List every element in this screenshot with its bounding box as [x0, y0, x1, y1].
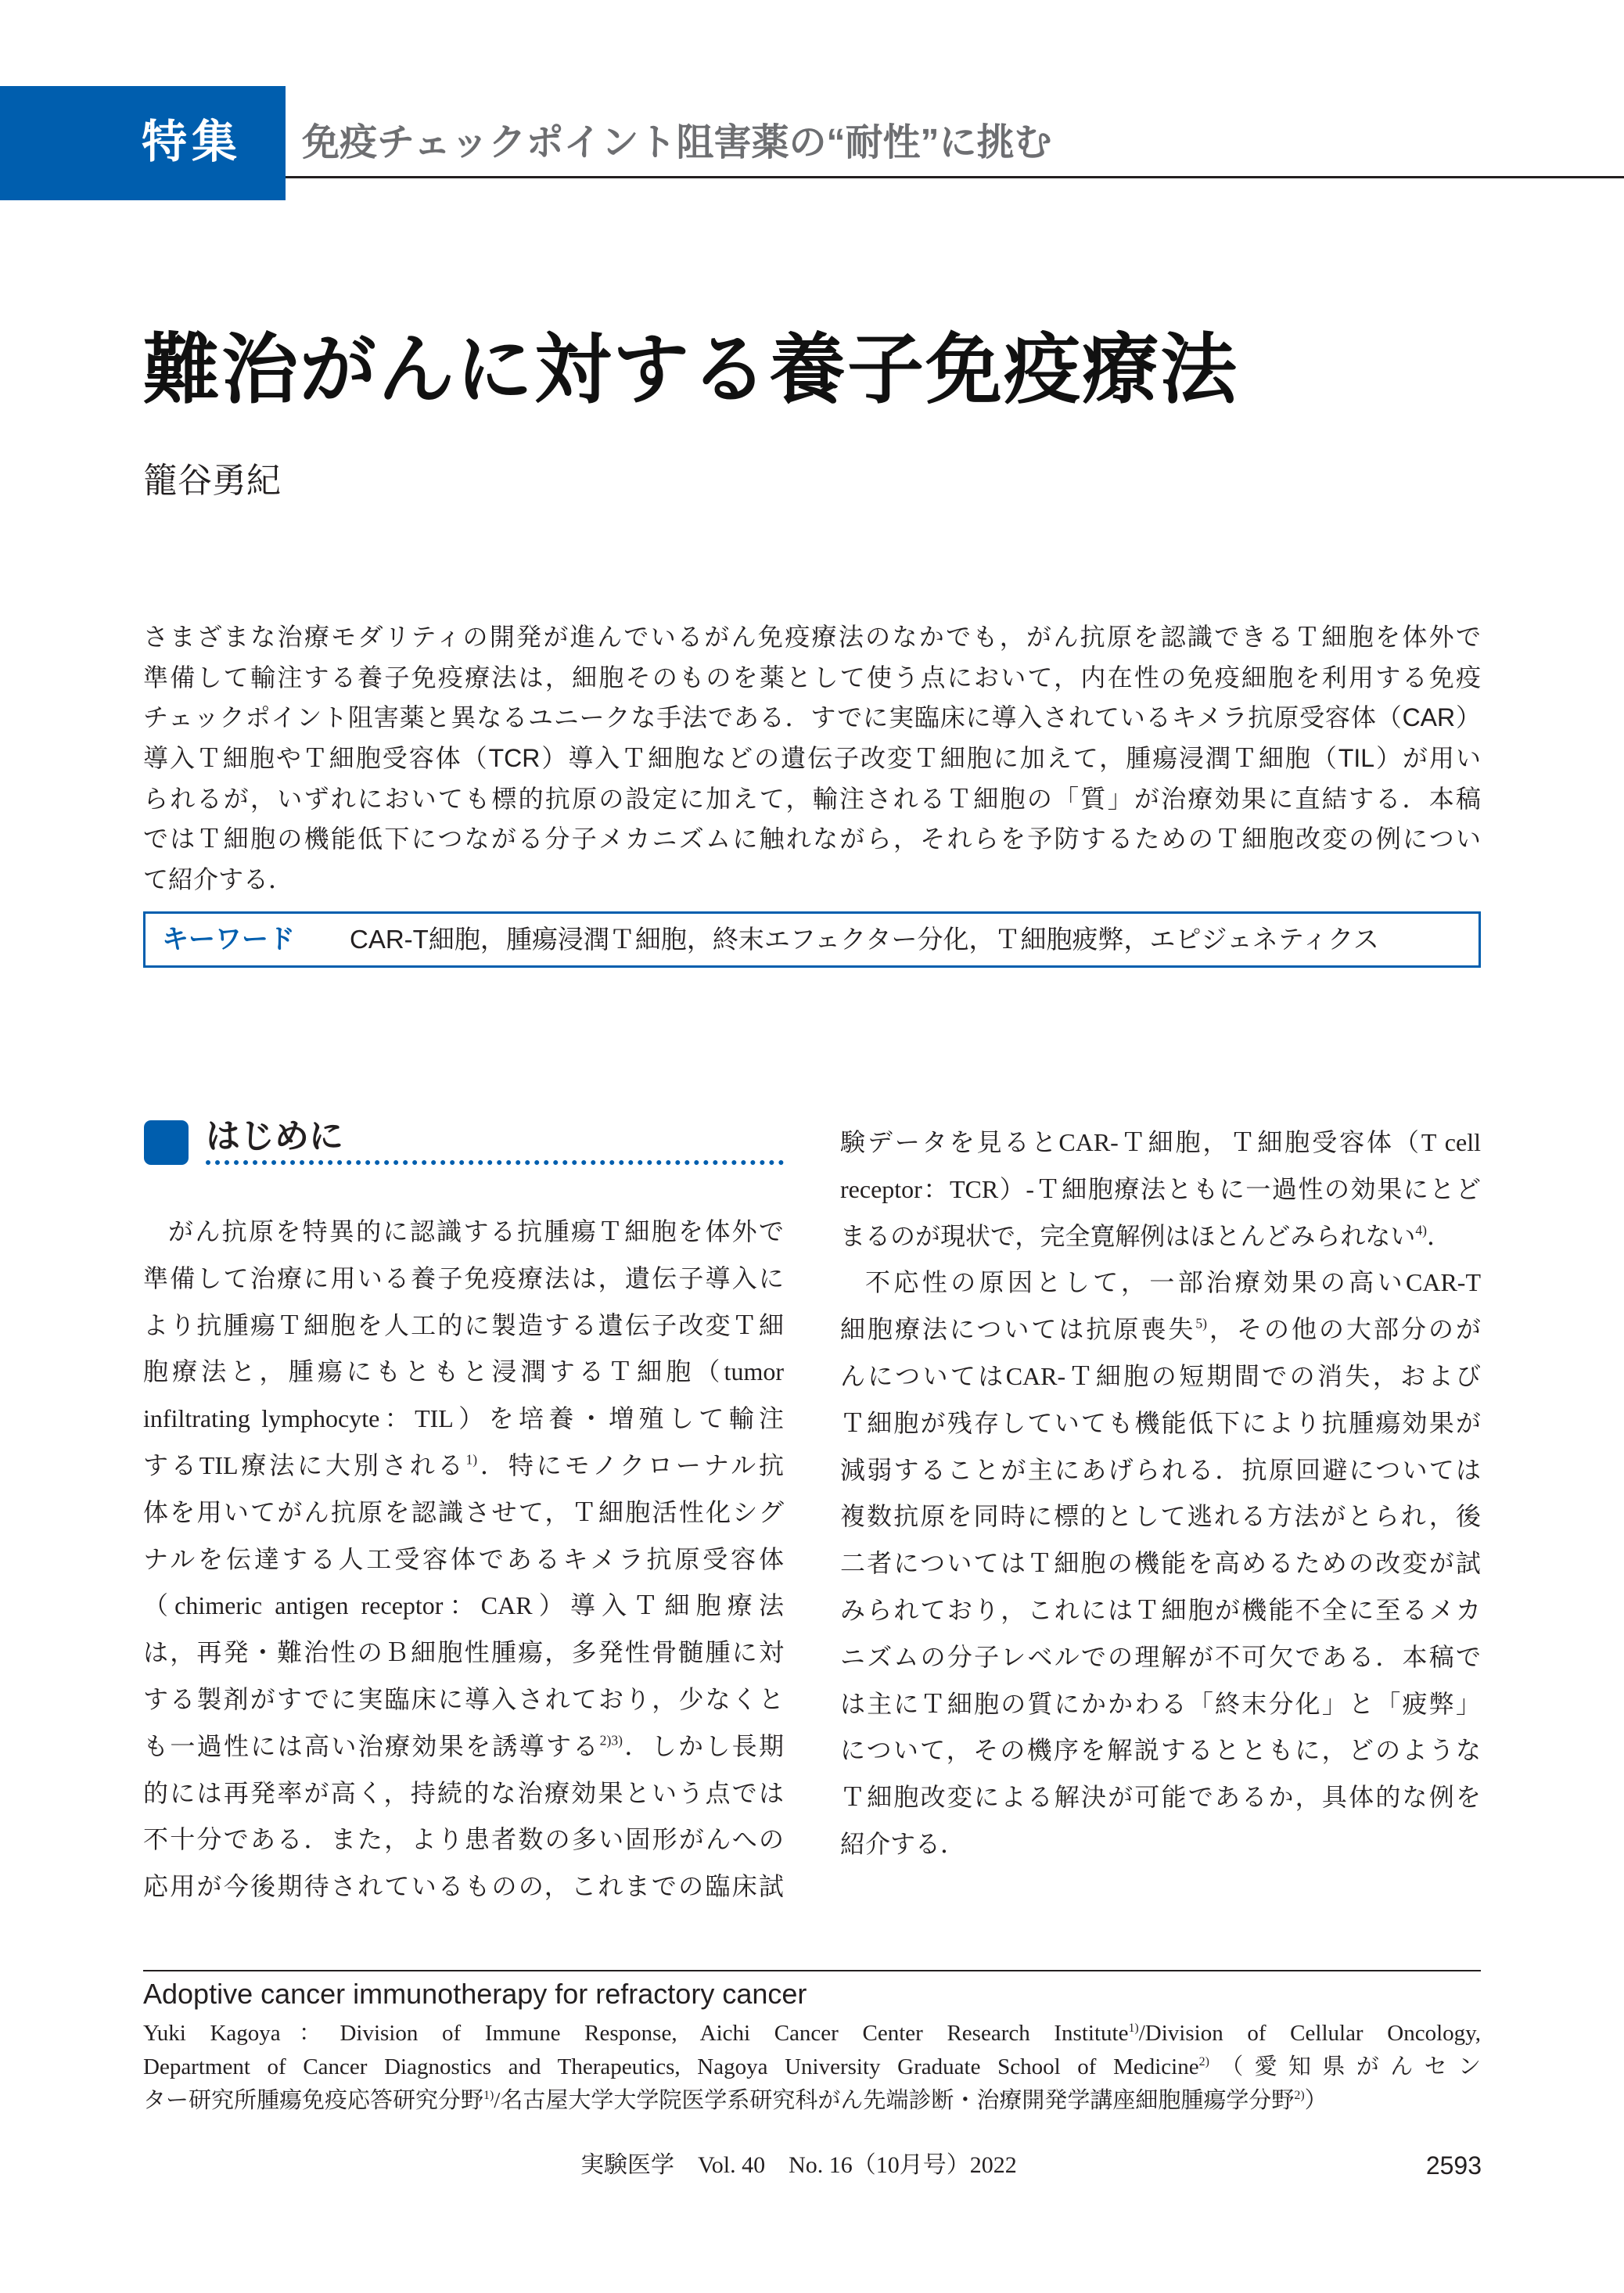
text-line	[840, 1727, 1481, 1774]
reference-superscript: 5)	[1195, 1315, 1207, 1332]
text-line	[143, 698, 1481, 739]
text-line	[840, 1821, 1481, 1868]
text-segment: （愛知県がんセン	[1209, 2054, 1481, 2079]
text-segment: 準備して輸注する養子免疫療法は，細胞そのものを薬として使う点において，内在性の免疫細胞を利用する免疫	[143, 663, 1481, 692]
text-line	[143, 1490, 784, 1536]
reference-superscript: 1)	[465, 1451, 478, 1468]
text-line	[143, 1677, 784, 1723]
text-segment: より抗腫瘍Ｔ細胞を人工的に製造する遺伝子改変Ｔ細	[143, 1310, 784, 1339]
text-line	[143, 1536, 784, 1583]
text-segment: 不十分である．また，より患者数の多い固形がんへの	[143, 1825, 784, 1854]
page-number: 2593	[1425, 2151, 1482, 2180]
english-title: Adoptive cancer immunotherapy for refractory cancer	[143, 1978, 807, 2010]
text-line	[840, 1587, 1481, 1634]
text-segment: がん抗原を特異的に認識する抗腫瘍Ｔ細胞を体外で	[168, 1217, 784, 1245]
text-line	[143, 2017, 1481, 2050]
text-segment: ．しかし長期	[622, 1731, 784, 1760]
text-segment: 二者についてはＴ細胞の機能を高めるための改変が試	[840, 1549, 1481, 1578]
footer-rule	[143, 1970, 1481, 1971]
text-segment: チェックポイント阻害薬と異なるユニークな手法である．すでに実臨床に導入されているキメラ抗原受容体（CAR）	[143, 703, 1481, 732]
text-segment: Ｔ細胞が残存していても機能低下により抗腫瘍効果が	[840, 1408, 1481, 1437]
text-segment: ，その他の大部分のが	[1207, 1315, 1481, 1344]
reference-superscript: 2)3)	[599, 1732, 623, 1749]
text-line	[840, 1774, 1481, 1821]
text-segment: ．	[1427, 1221, 1453, 1250]
text-segment: Department of Cancer Diagnostics and Therapeutics, Nagoya University Graduate School of Medicine	[143, 2054, 1199, 2079]
text-segment: について，その機序を解説するとともに，どのような	[840, 1736, 1481, 1765]
text-line	[143, 1396, 784, 1443]
text-line	[143, 1583, 784, 1630]
reference-superscript: 2)	[1294, 2088, 1305, 2102]
text-line	[143, 819, 1481, 860]
text-line	[143, 1256, 784, 1303]
reference-superscript: 4)	[1415, 1222, 1428, 1238]
text-segment: も一過性には高い治療効果を誘導する	[143, 1731, 600, 1760]
text-line	[143, 779, 1481, 820]
text-segment: ）	[1304, 2088, 1328, 2113]
text-line	[143, 1817, 784, 1864]
reference-superscript: 1)	[1128, 2021, 1139, 2035]
text-segment: Ｔ細胞改変による解決が可能であるか，具体的な例を	[840, 1783, 1481, 1812]
text-segment: 細胞療法については抗原喪失	[840, 1315, 1196, 1344]
text-segment: まるのが現状で，完全寛解例はほとんどみられない	[840, 1221, 1416, 1250]
text-segment: て紹介する．	[143, 865, 294, 894]
keyword-list: CAR-T細胞，腫瘍浸潤Ｔ細胞，終末エフェクター分化，Ｔ細胞疲弊，エピジェネティクス	[350, 925, 1379, 954]
text-line	[143, 1864, 784, 1910]
text-line	[143, 860, 1481, 900]
body-column-left	[143, 1209, 784, 1910]
text-segment: /名古屋大学大学院医学系研究科がん先端診断・治療開発学講座細胞腫瘍学分野	[494, 2088, 1295, 2113]
text-segment: 準備して治療に用いる養子免疫療法は，遺伝子導入に	[143, 1263, 784, 1292]
reference-superscript: 1)	[483, 2088, 494, 2102]
header-rule	[286, 176, 1624, 178]
text-segment: 体を用いてがん抗原を認識させて，Ｔ細胞活性化シグ	[143, 1497, 784, 1526]
text-segment: Yuki Kagoya：Division of Immune Response, Aichi Cancer Center Research Institute	[143, 2021, 1129, 2046]
text-segment: 導入Ｔ細胞やＴ細胞受容体（TCR）導入Ｔ細胞などの遺伝子改変Ｔ細胞に加えて，腫瘍浸潤Ｔ細胞（TIL）が用い	[143, 744, 1481, 773]
text-segment: 紹介する．	[840, 1829, 966, 1858]
text-line	[840, 1447, 1481, 1494]
text-line	[840, 1260, 1481, 1306]
text-segment: infiltrating lymphocyte：TIL）を培養・増殖して輸注	[143, 1404, 784, 1433]
text-line	[840, 1681, 1481, 1728]
text-line	[840, 1353, 1481, 1400]
text-line	[143, 2084, 1481, 2118]
text-line	[143, 1630, 784, 1677]
text-segment: 不応性の原因として，一部治療効果の高いCAR-T	[865, 1268, 1481, 1297]
text-segment: 験データを見るとCAR-Ｔ細胞，Ｔ細胞受容体（T cell	[840, 1128, 1481, 1156]
abstract	[143, 617, 1481, 900]
text-segment: さまざまな治療モダリティの開発が進んでいるがん免疫療法のなかでも，がん抗原を認識できるＴ細胞を体外で	[143, 623, 1481, 651]
text-line	[143, 2050, 1481, 2084]
text-line	[840, 1166, 1481, 1213]
text-segment: する製剤がすでに実臨床に導入されており，少なくと	[143, 1684, 784, 1713]
text-segment: receptor：TCR）-Ｔ細胞療法ともに一過性の効果にとど	[840, 1174, 1481, 1203]
series-title: 免疫チェックポイント阻害薬の“耐性”に挑む	[302, 122, 1052, 164]
author-name: 籠谷勇紀	[143, 462, 281, 500]
text-line	[143, 1303, 784, 1350]
text-line	[840, 1540, 1481, 1587]
text-segment: 応用が今後期待されているものの，これまでの臨床試	[143, 1872, 784, 1901]
text-segment: 複数抗原を同時に標的として逃れる方法がとられ，後	[840, 1502, 1481, 1531]
text-line	[143, 1443, 784, 1490]
journal-citation: 実験医学 Vol. 40 No. 16（10月号）2022	[580, 2152, 1017, 2178]
text-segment: みられており，これにはＴ細胞が機能不全に至るメカ	[840, 1595, 1481, 1624]
text-line	[840, 1634, 1481, 1681]
text-segment: /Division of Cellular Oncology,	[1138, 2021, 1481, 2046]
body-column-right	[840, 1120, 1481, 1868]
text-line	[143, 1723, 784, 1770]
section-marker-icon	[144, 1120, 189, 1165]
text-line	[143, 617, 1481, 658]
text-segment: するTIL療法に大別される	[143, 1450, 466, 1479]
text-line	[143, 739, 1481, 779]
text-segment: 胞療法と，腫瘍にもともと浸潤するＴ細胞（tumor	[143, 1357, 784, 1386]
affiliation	[143, 2017, 1481, 2118]
section-dotted-rule	[206, 1160, 784, 1165]
text-segment: は，再発・難治性のＢ細胞性腫瘍，多発性骨髄腫に対	[143, 1638, 784, 1667]
text-segment: ナルを伝達する人工受容体であるキメラ抗原受容体	[143, 1544, 784, 1573]
text-segment: （chimeric antigen receptor：CAR）導入Ｔ細胞療法	[143, 1591, 784, 1620]
text-segment: ．特にモノクローナル抗	[477, 1450, 784, 1479]
reference-superscript: 2)	[1198, 2054, 1209, 2068]
text-segment: ではＴ細胞の機能低下につながる分子メカニズムに触れながら，それらを予防するためのＴ細胞改変の例につい	[143, 825, 1481, 854]
text-line	[143, 658, 1481, 699]
text-line	[840, 1493, 1481, 1540]
text-segment: ニズムの分子レベルでの理解が不可欠である．本稿で	[840, 1642, 1481, 1671]
text-line	[840, 1213, 1481, 1260]
article-title: 難治がんに対する養子免疫療法	[143, 326, 1239, 412]
text-line	[840, 1400, 1481, 1447]
text-segment: は主にＴ細胞の質にかかわる「終末分化」と「疲弊」	[840, 1689, 1481, 1718]
keyword-label: キーワード	[162, 925, 295, 954]
text-segment: んについてはCAR-Ｔ細胞の短期間での消失，および	[840, 1361, 1481, 1390]
text-segment: ター研究所腫瘍免疫応答研究分野	[143, 2088, 484, 2113]
text-segment: 的には再発率が高く，持続的な治療効果という点では	[143, 1778, 784, 1807]
text-line	[840, 1306, 1481, 1353]
text-line	[143, 1770, 784, 1817]
text-segment: 減弱することが主にあげられる．抗原回避については	[840, 1455, 1481, 1484]
text-line	[143, 1209, 784, 1256]
text-segment: られるが，いずれにおいても標的抗原の設定に加えて，輸注されるＴ細胞の「質」が治療効果に直結する．本稿	[143, 784, 1481, 813]
text-line	[840, 1120, 1481, 1166]
text-line	[143, 1349, 784, 1396]
section-heading: はじめに	[206, 1117, 343, 1155]
feature-label: 特集	[142, 117, 243, 167]
